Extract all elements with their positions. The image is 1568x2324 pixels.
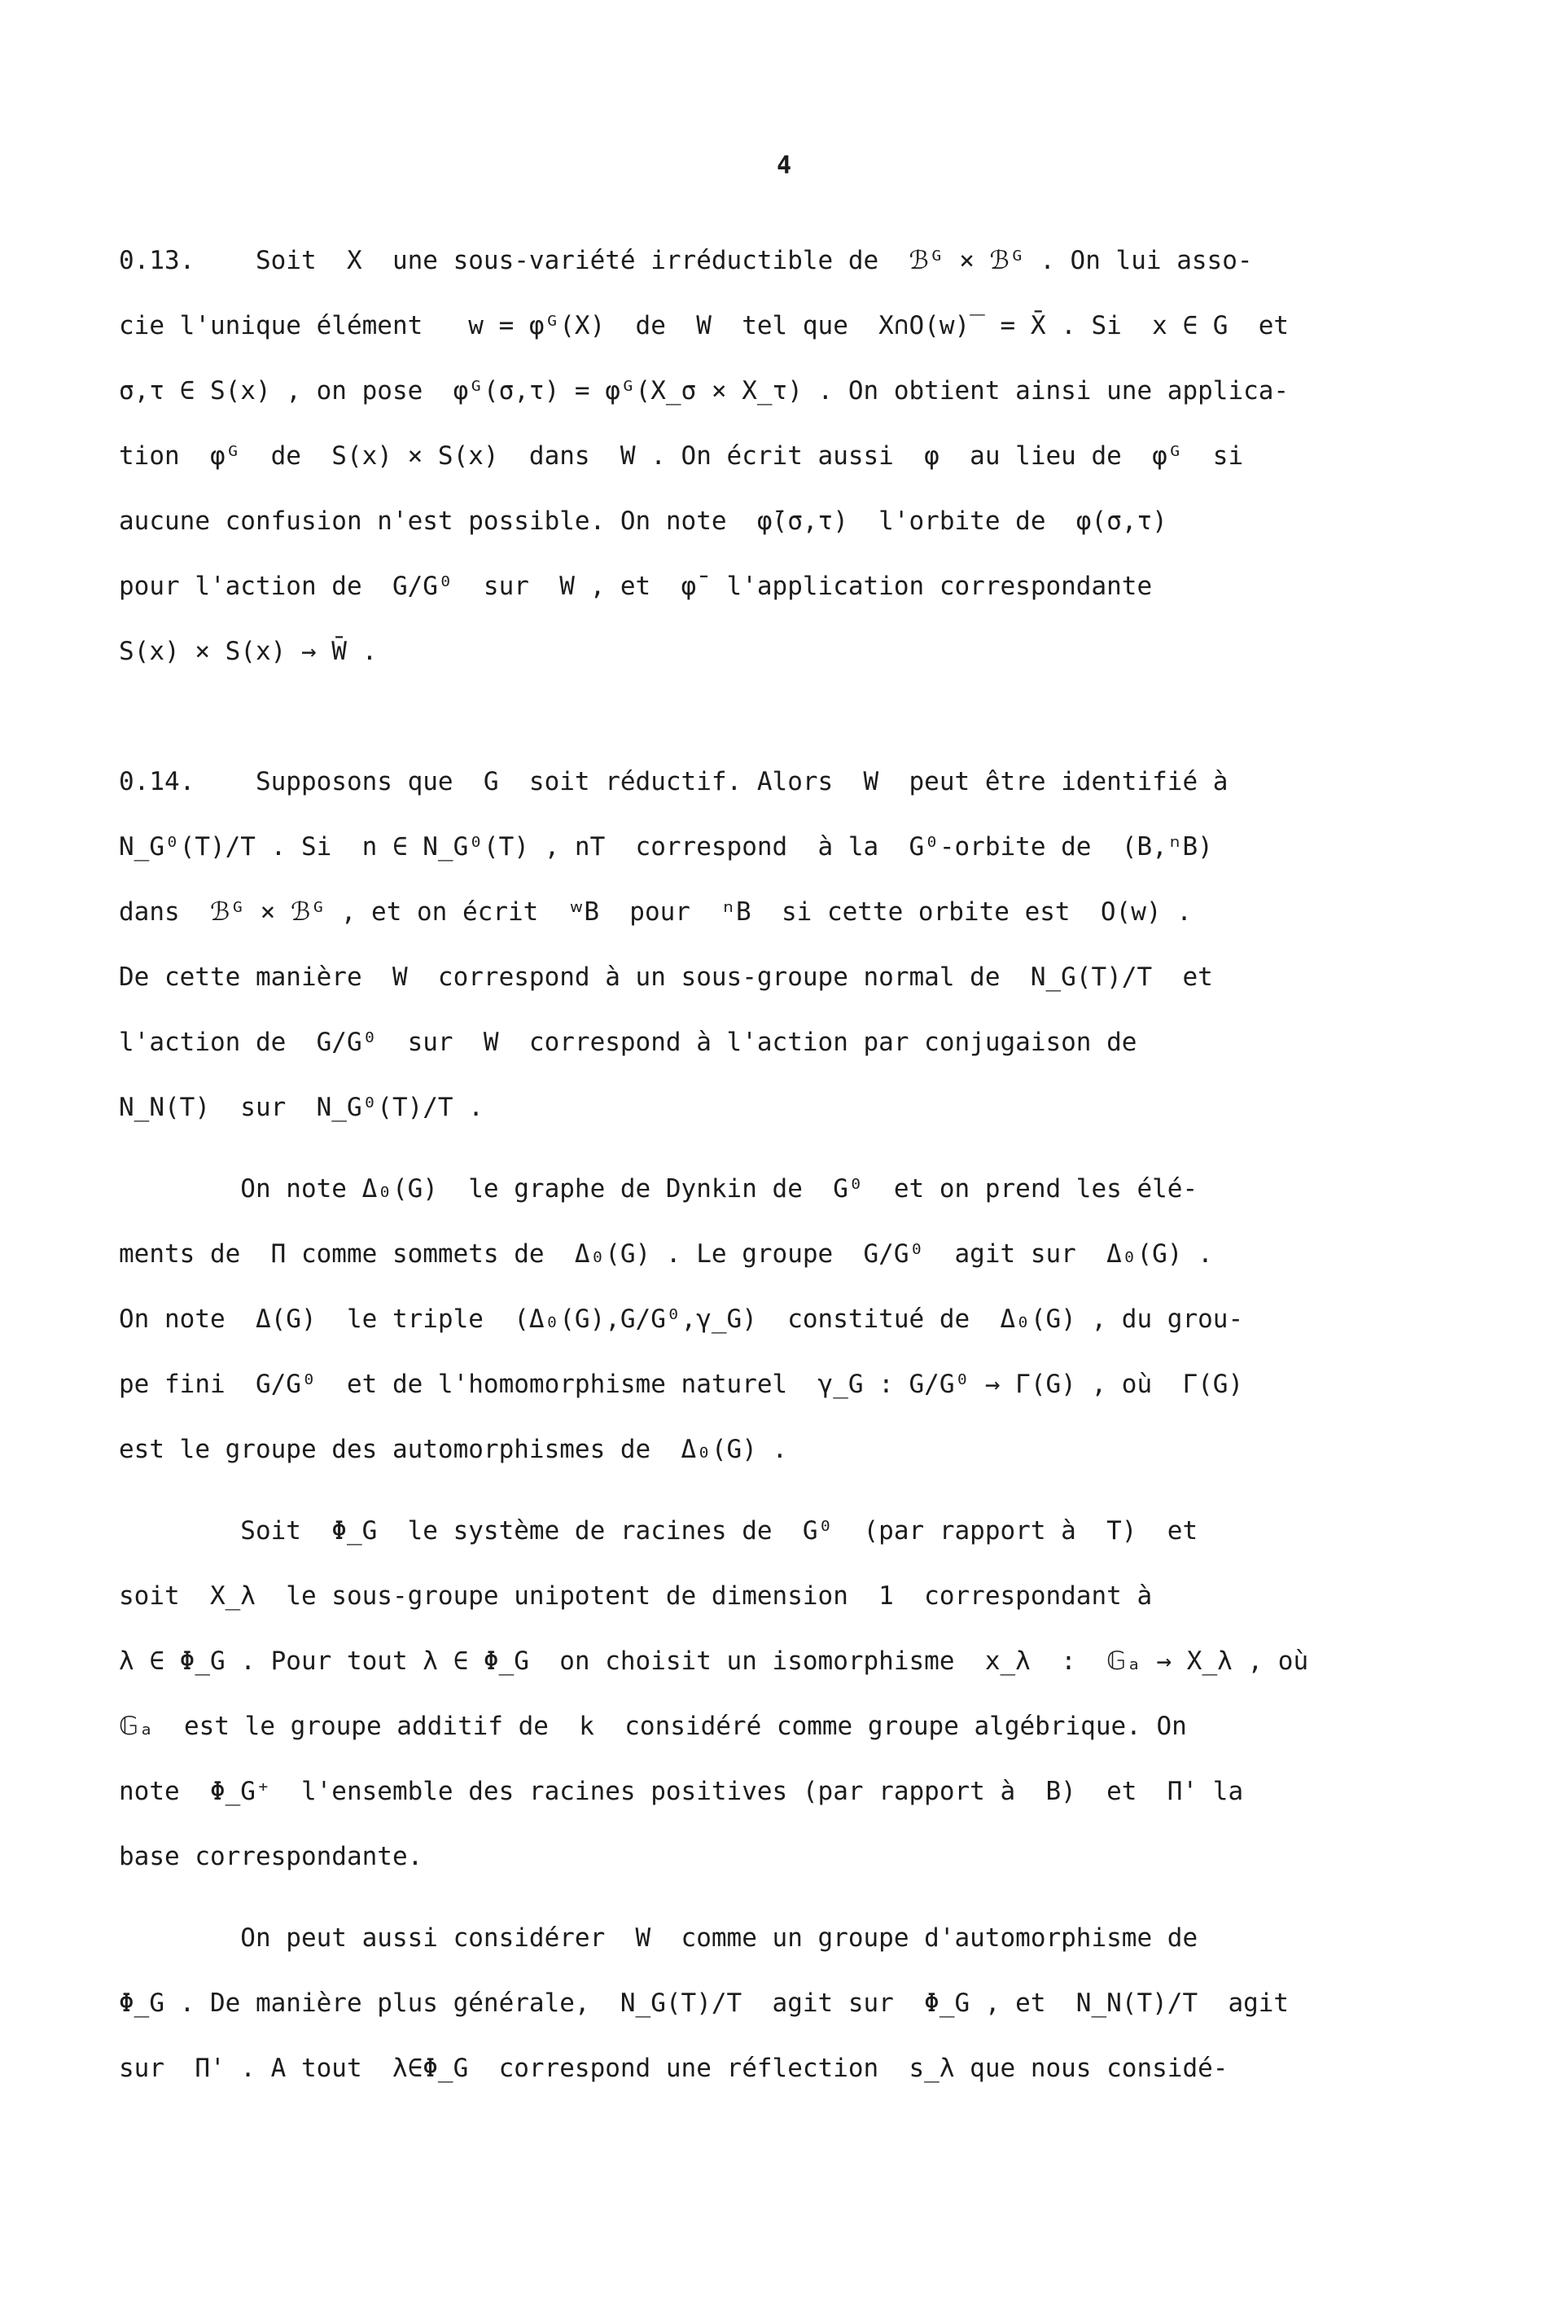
text-line: aucune confusion n'est possible. On note φ̄(σ,τ) l'orbite de φ(σ,τ) (119, 506, 1167, 536)
text-line: soit X_λ le sous-groupe unipotent de dimension 1 correspondant à (119, 1581, 1153, 1611)
text-line: 𝔾ₐ est le groupe additif de k considéré comme groupe algébrique. On (119, 1712, 1187, 1741)
text-line: est le groupe des automorphismes de Δ₀(G) . (119, 1435, 788, 1464)
text-line: pe fini G/G⁰ et de l'homomorphisme naturel γ_G : G/G⁰ → Γ(G) , où Γ(G) (119, 1370, 1244, 1399)
text-line: cie l'unique élément w = φᴳ(X) de W tel que X∩O(w)‾ = X̄ . Si x ∈ G et (119, 311, 1290, 340)
text-line: On note Δ(G) le triple (Δ₀(G),G/G⁰,γ_G) constitué de Δ₀(G) , du grou- (119, 1305, 1244, 1334)
text-line: note Φ_G⁺ l'ensemble des racines positives (par rapport à B) et Π' la (119, 1777, 1244, 1806)
text-line: l'action de G/G⁰ sur W correspond à l'action par conjugaison de (119, 1028, 1137, 1057)
text-line: On note Δ₀(G) le graphe de Dynkin de G⁰ et on prend les élé- (119, 1174, 1198, 1204)
text-line: dans ℬᴳ × ℬᴳ , et on écrit ʷB pour ⁿB si cette orbite est O(w) . (119, 897, 1192, 927)
text-line: pour l'action de G/G⁰ sur W , et φ̄ l'application correspondante (119, 572, 1153, 601)
text-line: Soit Φ_G le système de racines de G⁰ (par rapport à T) et (119, 1516, 1198, 1546)
text-line: Φ_G . De manière plus générale, N_G(T)/T agit sur Φ_G , et N_N(T)/T agit (119, 1989, 1290, 2018)
text-line: sur Π' . A tout λ∈Φ_G correspond une réflection s_λ que nous considé- (119, 2054, 1229, 2083)
text-line: De cette manière W correspond à un sous-groupe normal de N_G(T)/T et (119, 962, 1213, 992)
text-line: On peut aussi considérer W comme un groupe d'automorphisme de (119, 1923, 1198, 1953)
text-line: σ,τ ∈ S(x) , on pose φᴳ(σ,τ) = φᴳ(X_σ × X_τ) . On obtient ainsi une applica- (119, 376, 1290, 406)
page-number: 4 (776, 151, 792, 180)
text-line: 0.14. Supposons que G soit réductif. Alors W peut être identifié à (119, 767, 1229, 796)
text-line: tion φᴳ de S(x) × S(x) dans W . On écrit aussi φ au lieu de φᴳ si (119, 441, 1244, 471)
text-line: ments de Π comme sommets de Δ₀(G) . Le groupe G/G⁰ agit sur Δ₀(G) . (119, 1239, 1213, 1269)
text-line: λ ∈ Φ_G . Pour tout λ ∈ Φ_G on choisit un isomorphisme x_λ : 𝔾ₐ → X_λ , où (119, 1647, 1309, 1676)
text-line: base correspondante. (119, 1842, 423, 1871)
text-line: S(x) × S(x) → W̄ . (119, 637, 378, 666)
text-line: N_N(T) sur N_G⁰(T)/T . (119, 1093, 484, 1122)
text-line: 0.13. Soit X une sous-variété irréductible de ℬᴳ × ℬᴳ . On lui asso- (119, 246, 1253, 275)
text-line: N_G⁰(T)/T . Si n ∈ N_G⁰(T) , nT correspond à la G⁰-orbite de (B,ⁿB) (119, 832, 1213, 862)
